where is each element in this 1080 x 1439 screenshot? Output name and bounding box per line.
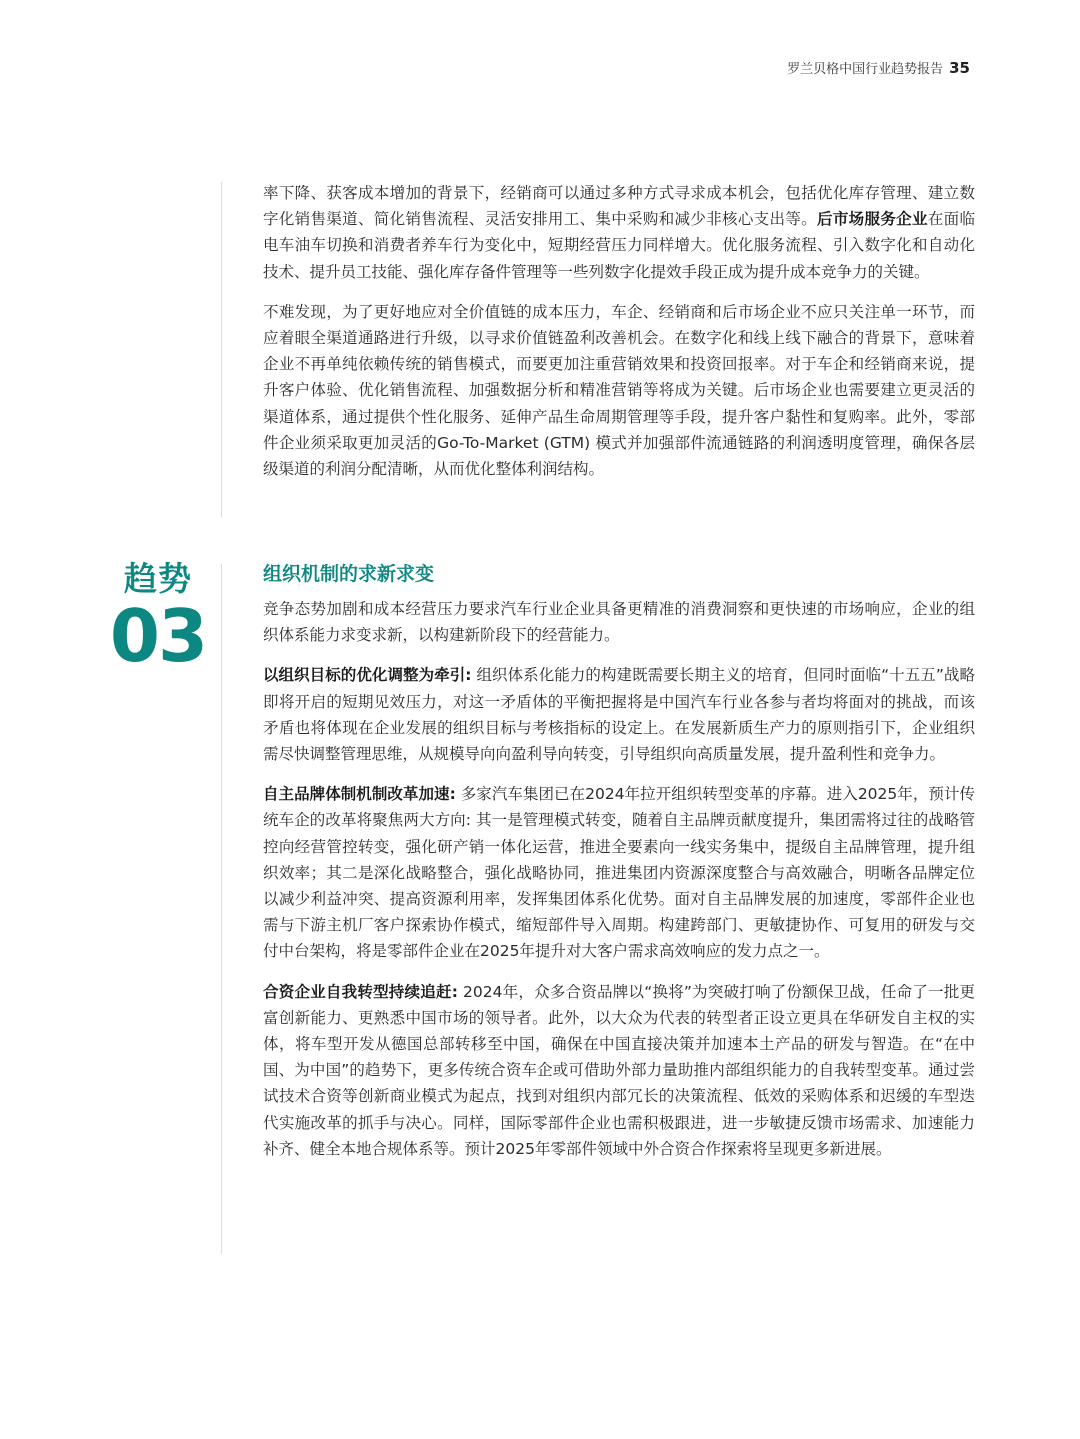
intro-block <box>263 180 975 482</box>
section-item-2-body: 多家汽车集团已在2024年拉开组织转型变革的序幕。进入2025年，预计传统车企的改革将聚焦两大方向: 其一是管理模式转变，随着自主品牌贡献度提升，集团需将过往的战略管控向经营管控转变，强化研产销一体化运营，推进全要素向一线实务集中，提级自主品牌管理，提升组织效率；其二是深化战略整合，强化战略协同，推进集团内资源深度整合与高效融合，明晰各品牌定位以减少利益冲突、提高资源利用率，发挥集团体系化优势。面对自主品牌发展的加速度，零部件企业也需与下游主机厂客户探索协作模式，缩短部件导入周期。构建跨部门、更敏捷协作、可复用的研发与交付中台架构，将是零部件企业在2025年提升对大客户需求高效响应的发力点之一。 <box>263 785 975 961</box>
section-item-1-body: 组织体系化能力的构建既需要长期主义的培育，但同时面临“十五五”战略即将开启的短期见效压力，对这一矛盾体的平衡把握将是中国汽车行业各参与者均将面对的挑战，而该矛盾也将体现在企业发展的组织目标与考核指标的设定上。在发展新质生产力的原则指引下，企业组织需尽快调整管理思维，从规模导向向盈利导向转变，引导组织向高质量发展，提升盈利性和竞争力。 <box>263 666 975 764</box>
section-item-3-body: 2024年，众多合资品牌以“换将”为突破打响了份额保卫战，任命了一批更富创新能力、更熟悉中国市场的领导者。此外，以大众为代表的转型者正设立更具在华研发自主权的实体，将车型开发从德国总部转移至中国，确保在中国直接决策并加速本土产品的研发与智造。在“在中国、为中国”的趋势下，更多传统合资车企或可借助外部力量助推内部组织能力的自我转型变革。通过尝试技术合资等创新商业模式为起点，找到对组织内部冗长的决策流程、低效的采购体系和迟缓的车型迭代实施改革的抓手与决心。同样，国际零部件企业也需积极跟进，进一步敏捷反馈市场需求、加速能力补齐、健全本地合规体系等。预计2025年零部件领域中外合资合作探索将呈现更多新进展。 <box>263 982 975 1158</box>
section-item-2-title: 自主品牌体制机制改革加速: <box>263 785 456 804</box>
section-item-3-title: 合资企业自我转型持续追赶: <box>263 982 458 1001</box>
section-block <box>263 560 975 1162</box>
left-rule-bottom <box>221 564 222 1254</box>
trend-label <box>108 558 208 678</box>
section-heading: 组织机制的求新求变 <box>263 563 435 585</box>
left-rule-top <box>221 182 222 517</box>
intro-paragraph-1 <box>263 180 975 285</box>
section-item-2 <box>263 781 975 964</box>
intro-p1-text-a: 率下降、获客成本增加的背景下，经销商可以通过多种方式寻求成本机会，包括优化库存管理、建立数字化销售渠道、简化销售流程、灵活安排用工、集中采购和减少非核心支出等。 <box>263 184 975 229</box>
page-header <box>787 58 970 77</box>
report-title: 罗兰贝格中国行业趋势报告 <box>787 62 944 77</box>
trend-word: 趋势 <box>124 559 192 598</box>
section-lead: 竞争态势加剧和成本经营压力要求汽车行业企业具备更精准的消费洞察和更快速的市场响应，企业的组织体系能力求变求新，以构建新阶段下的经营能力。 <box>263 600 975 645</box>
section-item-1-title: 以组织目标的优化调整为牵引: <box>263 666 472 685</box>
section-item-1 <box>263 662 975 767</box>
section-item-3 <box>263 979 975 1162</box>
page-number: 35 <box>949 59 970 77</box>
intro-p1-bold: 后市场服务企业 <box>817 210 928 229</box>
intro-p1-text-b: 在面临电车油车切换和消费者养车行为变化中，短期经营压力同样增大。优化服务流程、引入数字化和自动化技术、提升员工技能、强化库存备件管理等一些列数字化提效手段正成为提升成本竞争力的关键。 <box>263 210 975 281</box>
trend-number: 03 <box>109 594 207 678</box>
intro-paragraph-2: 不难发现，为了更好地应对全价值链的成本压力，车企、经销商和后市场企业不应只关注单一环节，而应着眼全渠道通路进行升级，以寻求价值链盈利改善机会。在数字化和线上线下融合的背景下，意味着企业不再单纯依赖传统的销售模式，而要更加注重营销效果和投资回报率。对于车企和经销商来说，提升客户体验、优化销售流程、加强数据分析和精准营销等将成为关键。后市场企业也需要建立更灵活的渠道体系，通过提供个性化服务、延伸产品生命周期管理等手段，提升客户黏性和复购率。此外，零部件企业须采取更加灵活的Go-To-Market (GTM) 模式并加强部件流通链路的利润透明度管理，确保各层级渠道的利润分配清晰，从而优化整体利润结构。 <box>263 302 975 479</box>
